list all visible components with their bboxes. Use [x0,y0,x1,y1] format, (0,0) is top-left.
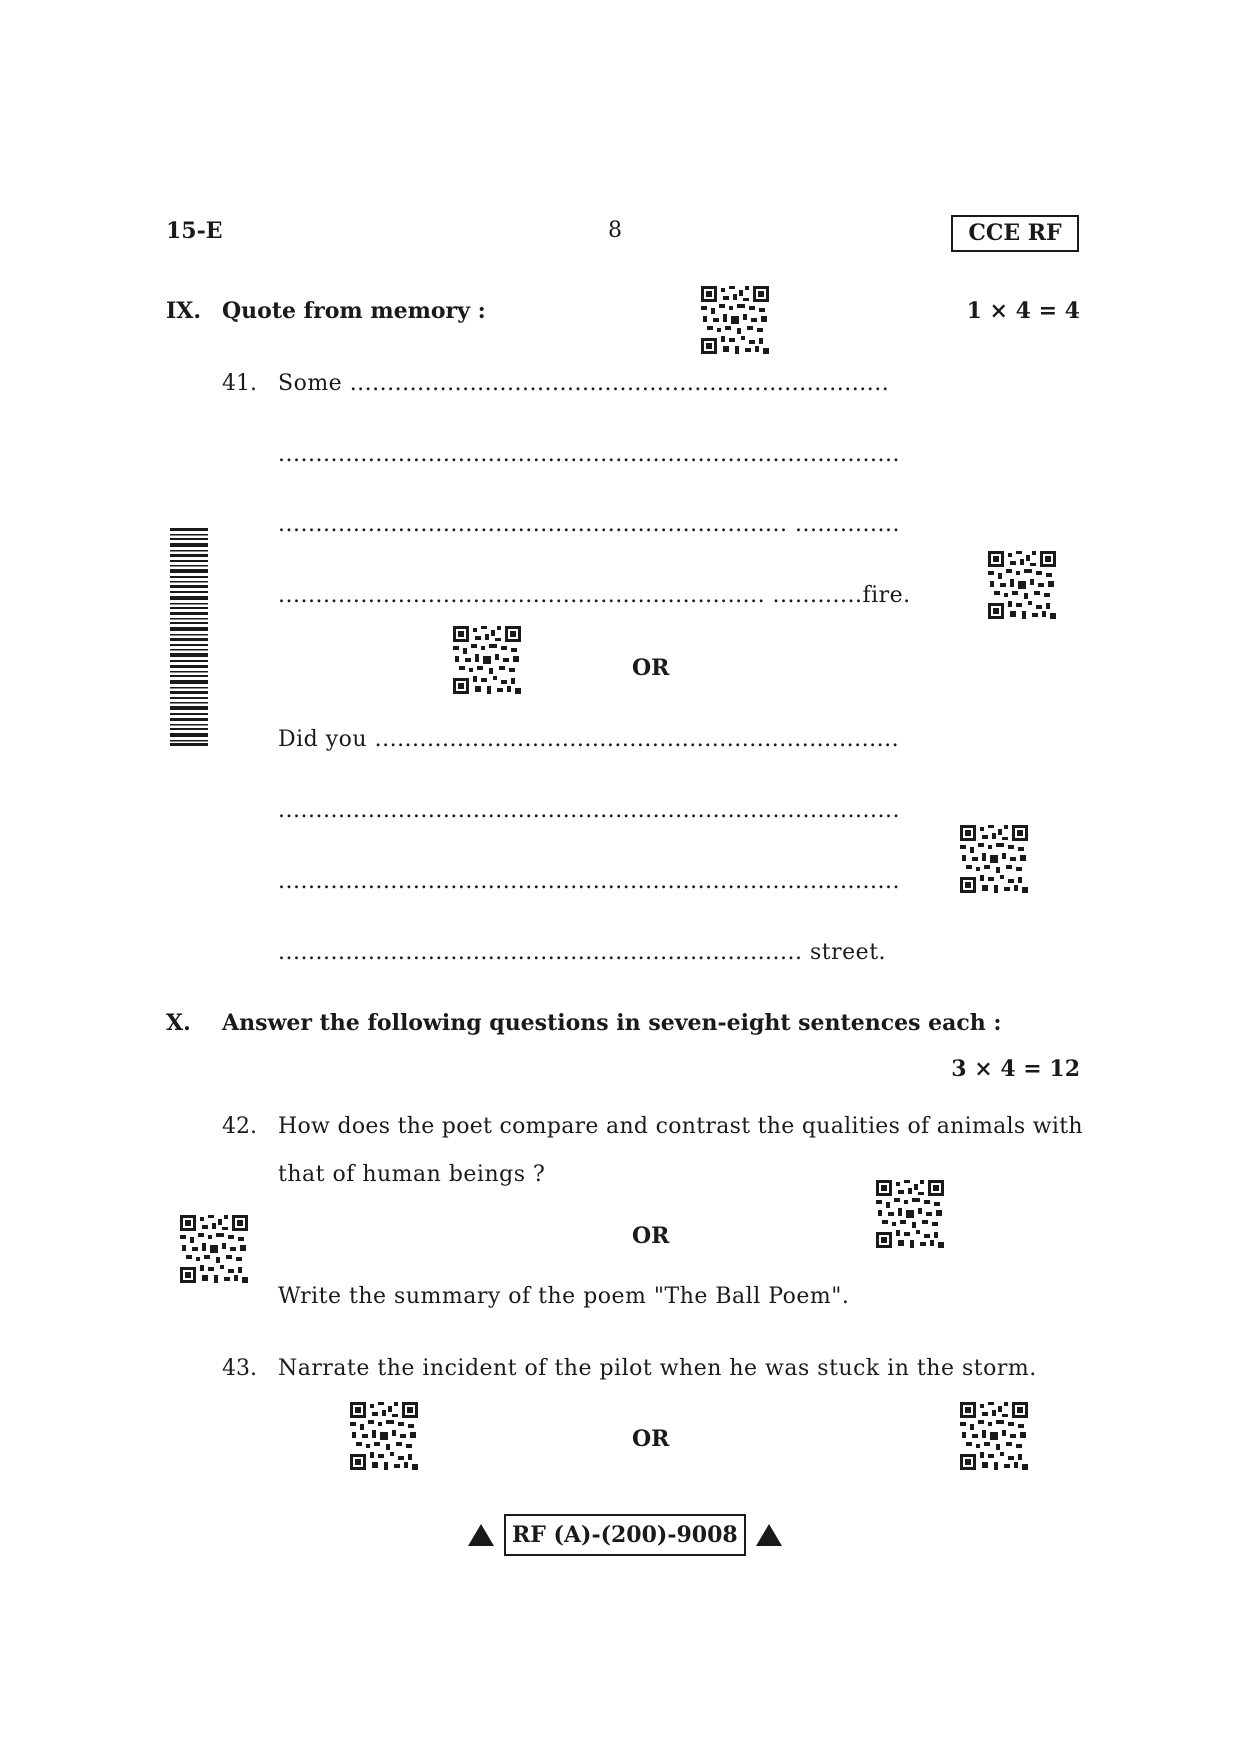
alt-quote-line-3: ................................................................................... [278,869,900,894]
question-42-line-2: that of human beings ? [278,1162,546,1187]
section-ix-title: Quote from memory : [222,298,486,324]
triangle-icon [756,1524,782,1546]
qr-code-icon [453,626,521,694]
section-ix-marks: 1 × 4 = 4 [966,298,1080,324]
footer [468,1514,782,1556]
qr-code-icon [701,286,769,354]
quote-line-3: .................................................................... .............. [278,512,900,537]
footer-code: RF (A)-(200)-9008 [504,1514,746,1556]
qr-code-icon [876,1180,944,1248]
or-label-41: OR [632,655,670,681]
question-42-number: 42. [222,1114,257,1139]
barcode-icon [170,528,208,746]
section-x-title: Answer the following questions in seven-eight sentences each : [222,1010,1002,1036]
question-42-alt: Write the summary of the poem "The Ball Poem". [278,1284,850,1309]
qr-code-icon [180,1215,248,1283]
quote-line-2: ................................................................................... [278,442,900,467]
qr-code-icon [960,825,1028,893]
question-42-line-1: How does the poet compare and contrast the qualities of animals with [278,1114,1083,1139]
qr-code-icon [960,1402,1028,1470]
or-label-42: OR [632,1223,670,1249]
alt-quote-line-1: Did you ...................................................................... [278,727,900,752]
triangle-icon [468,1524,494,1546]
quote-line-1: Some ........................................................................ [278,371,890,396]
section-x-number: X. [166,1010,191,1036]
question-43-text: Narrate the incident of the pilot when he was stuck in the storm. [278,1356,1037,1381]
section-x-marks: 3 × 4 = 12 [951,1056,1080,1082]
series-code-box: CCE RF [951,215,1079,252]
quote-line-4: ................................................................. ............fire. [278,583,911,608]
paper-code: 15-E [166,218,223,244]
alt-quote-line-2: ................................................................................... [278,798,900,823]
question-43-number: 43. [222,1356,257,1381]
page-number: 8 [608,218,622,243]
qr-code-icon [988,551,1056,619]
or-label-43: OR [632,1426,670,1452]
question-41-number: 41. [222,371,257,396]
qr-code-icon [350,1402,418,1470]
section-ix-number: IX. [166,298,202,324]
alt-quote-line-4: ...................................................................... street. [278,940,887,965]
